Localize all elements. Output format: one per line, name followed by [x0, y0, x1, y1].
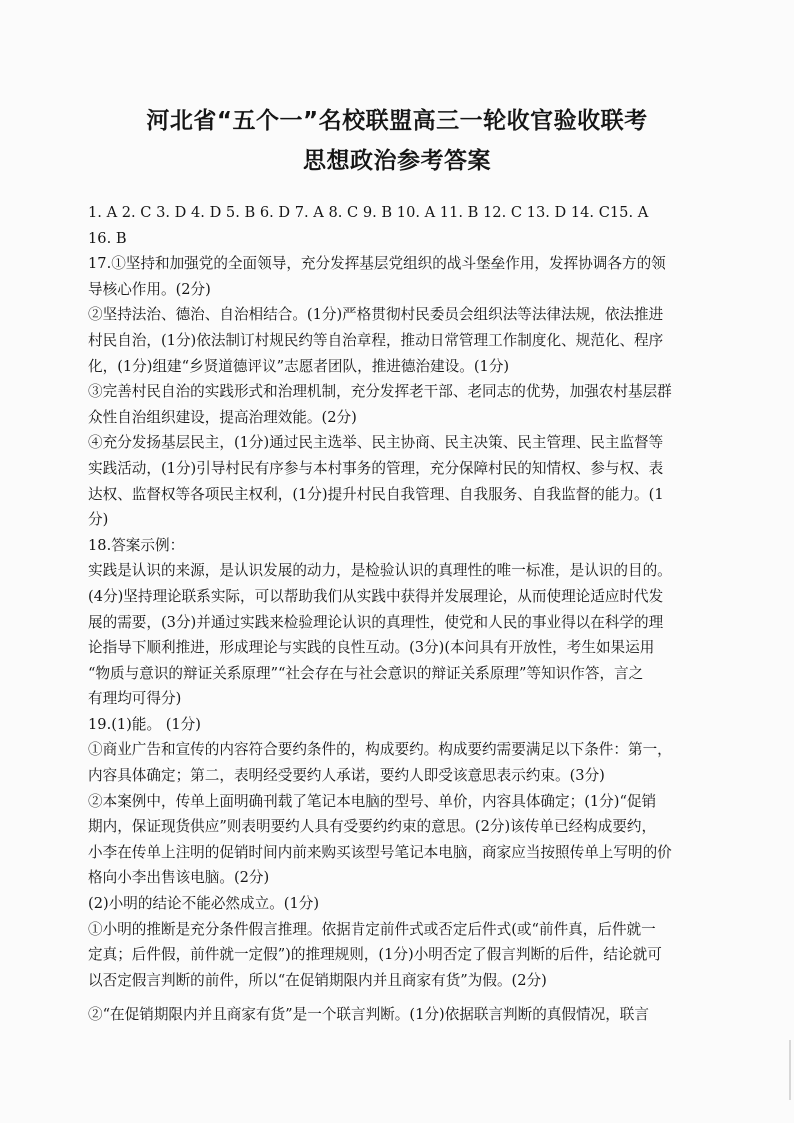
text-line: 村民自治，(1分)依法制订村规民约等自治章程，推动日常管理工作制度化、规范化、程序 [88, 331, 664, 349]
text-line: (4分)坚持理论联系实际，可以帮助我们从实践中获得并发展理论，从而使理论适应时代发 [88, 587, 664, 605]
text-line: ②“在促销期限内并且商家有货”是一个联言判断。(1分)依据联言判断的真假情况，联言 [88, 1006, 649, 1024]
text-line: “物质与意识的辩证关系原理”“社会存在与社会意识的辩证关系原理”等知识作答，言之 [88, 664, 644, 682]
text-line: 定真；后件假，前件就一定假”)的推理规则，(1分)小明否定了假言判断的后件，结论就可 [88, 946, 662, 964]
document-subtitle: 思想政治参考答案 [303, 148, 491, 174]
text-line: ②坚持法治、德治、自治相结合。(1分)严格贯彻村民委员会组织法等法律法规，依法推进 [88, 306, 664, 324]
text-line: 实践活动，(1分)引导村民有序参与本村事务的管理，充分保障村民的知情权、参与权、表 [88, 459, 664, 477]
text-line: 实践是认识的来源，是认识发展的动力，是检验认识的真理性的唯一标准，是认识的目的。 [88, 562, 672, 580]
text-line: 17.①坚持和加强党的全面领导，充分发挥基层党组织的战斗堡垒作用，发挥协调各方的领 [88, 255, 666, 273]
text-line: ①商业广告和宣传的内容符合要约条件的，构成要约。构成要约需要满足以下条件：第一， [88, 741, 672, 759]
text-line: 1. A 2. C 3. D 4. D 5. B 6. D 7. A 8. C 9. B 10. A 11. B 12. C 13. D 14. C15. A [88, 204, 649, 221]
text-line: (2)小明的结论不能必然成立。(1分) [88, 895, 320, 913]
document-title: 河北省“五个一”名校联盟高三一轮收官验收联考 [146, 108, 648, 134]
text-line: 众性自治组织建设，提高治理效能。(2分) [88, 408, 357, 426]
text-line: 期内，保证现货供应”则表明要约人具有受要约约束的意思。(2分)该传单已经构成要约， [88, 818, 657, 836]
answer-content [88, 200, 720, 1028]
text-line: ②本案例中，传单上面明确刊载了笔记本电脑的型号、单价，内容具体确定；(1分)“促销 [88, 792, 657, 810]
text-line: 内容具体确定；第二，表明经受要约人承诺，要约人即受该意思表示约束。(3分) [88, 767, 605, 785]
scan-edge-mark [789, 1040, 791, 1100]
text-line: 论指导下顺利推进，形成理论与实践的良性互动。(3分)(本问具有开放性，考生如果运用 [88, 639, 655, 657]
text-line: 格向小李出售该电脑。(2分) [88, 869, 270, 887]
text-line: 分) [88, 511, 109, 529]
text-line: 16. B [88, 229, 127, 247]
text-line: ④充分发扬基层民主，(1分)通过民主选举、民主协商、民主决策、民主管理、民主监督等 [88, 434, 664, 452]
text-line: 导核心作用。(2分) [88, 280, 211, 298]
text-line: 有理均可得分) [88, 690, 182, 708]
text-line: 化，(1分)组建“乡贤道德评议”志愿者团队，推进德治建设。(1分) [88, 357, 510, 375]
text-line: 展的需要，(3分)并通过实践来检验理论认识的真理性，使党和人民的事业得以在科学的理 [88, 613, 664, 631]
text-line: 18.答案示例： [88, 536, 185, 554]
text-line: ①小明的推断是充分条件假言推理。依据肯定前件式或否定后件式(或“前件真，后件就一 [88, 920, 656, 938]
text-line: 19.(1)能。 (1分) [88, 715, 201, 733]
text-line: ③完善村民自治的实践形式和治理机制，充分发挥老干部、老同志的优势，加强农村基层群 [88, 383, 672, 401]
text-line: 达权、监督权等各项民主权利，(1分)提升村民自我管理、自我服务、自我监督的能力。(1 [88, 485, 664, 503]
text-line: 小李在传单上注明的促销时间内前来购买该型号笔记本电脑，商家应当按照传单上写明的价 [88, 843, 672, 861]
text-line: 以否定假言判断的前件，所以“在促销期限内并且商家有货”为假。(2分) [88, 971, 547, 989]
